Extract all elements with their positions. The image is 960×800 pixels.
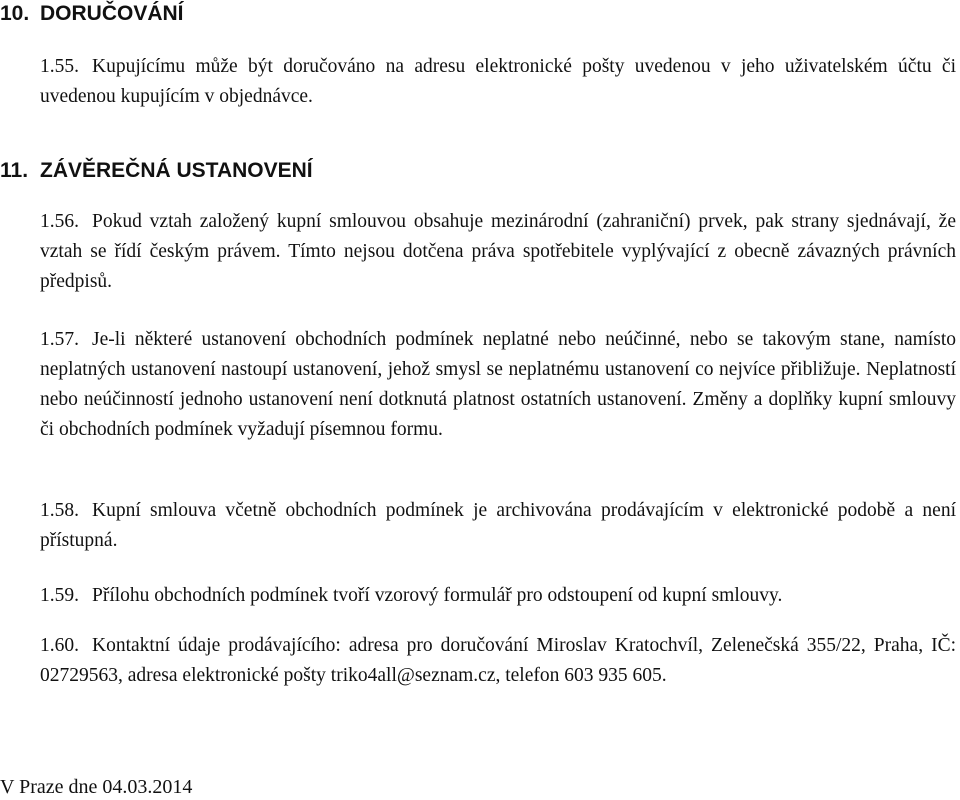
paragraph-1-59 [40,581,956,611]
paragraph-text: Pokud vztah založený kupní smlouvou obsahuje mezinárodní (zahraniční) prvek, pak strany sjednávají, že vztah se řídí českým právem. Tímto nejsou dotčena práva spotřebitele vyplývající z obecně závazných právních předpisů. [40,211,956,292]
paragraph-text: Kupní smlouva včetně obchodních podmínek je archivována prodávajícím v elektronické podobě a není přístupná. [40,500,956,551]
paragraph-text: Přílohu obchodních podmínek tvoří vzorový formulář pro odstoupení od kupní smlouvy. [92,585,783,606]
date-footer: V Praze dne 04.03.2014 [0,776,193,798]
paragraph-number: 1.60. [40,635,79,656]
section-heading-10 [0,2,184,26]
paragraph-number: 1.58. [40,500,79,521]
paragraph-1-57 [40,325,956,445]
section-heading-11 [0,159,313,183]
section-number: 10. [0,2,30,25]
paragraph-number: 1.59. [40,585,79,606]
paragraph-1-60 [40,631,956,691]
section-title: ZÁVĚREČNÁ USTANOVENÍ [40,159,313,182]
section-title: DORUČOVÁNÍ [40,2,184,25]
section-number: 11. [0,159,29,182]
paragraph-text: Kupujícímu může být doručováno na adresu elektronické pošty uvedenou v jeho uživatelském účtu či uvedenou kupujícím v objednávce. [40,56,956,107]
paragraph-number: 1.56. [40,211,79,232]
paragraph-number: 1.57. [40,329,79,350]
paragraph-1-56 [40,207,956,297]
paragraph-text: Je-li některé ustanovení obchodních podmínek neplatné nebo neúčinné, nebo se takovým stane, namísto neplatných ustanovení nastoupí ustanovení, jehož smysl se neplatnému ustanovení co nejvíce přibližuje. Neplatností nebo neúčinností jednoho ustanovení není dotknutá platnost ostatních ustanovení. Změny a doplňky kupní smlouvy či obchodních podmínek vyžadují písemnou formu. [40,329,956,440]
paragraph-text: Kontaktní údaje prodávajícího: adresa pro doručování Miroslav Kratochvíl, Zelenečská 355/22, Praha, IČ: 02729563, adresa elektronické pošty triko4all@seznam.cz, telefon 603 935 605. [40,635,956,686]
paragraph-1-58 [40,496,956,556]
paragraph-number: 1.55. [40,56,79,77]
paragraph-1-55 [40,52,956,112]
